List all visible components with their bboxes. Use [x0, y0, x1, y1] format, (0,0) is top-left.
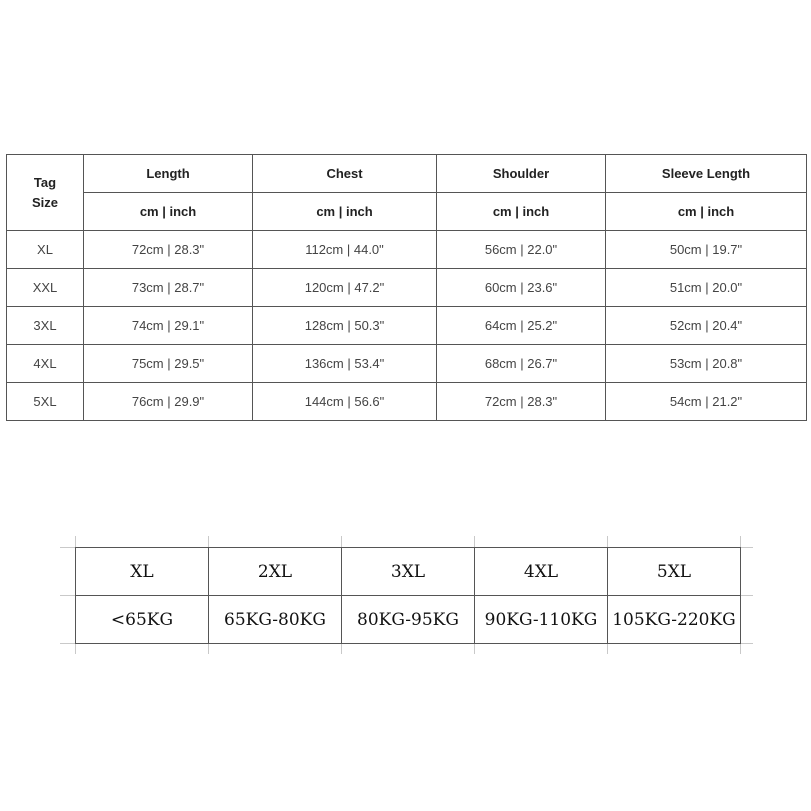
- chest-cell: 136cm | 53.4": [253, 345, 437, 383]
- weight-size-cell: 3XL: [342, 548, 475, 596]
- length-unit-label: cm | inch: [84, 193, 253, 231]
- shoulder-cell: 72cm | 28.3": [437, 383, 606, 421]
- size-cell: 3XL: [7, 307, 84, 345]
- table-row: [7, 231, 807, 269]
- chest-cell: 144cm | 56.6": [253, 383, 437, 421]
- tag-size-header: [7, 155, 84, 231]
- size-cell: 5XL: [7, 383, 84, 421]
- shoulder-cell: 68cm | 26.7": [437, 345, 606, 383]
- length-cell: 72cm | 28.3": [84, 231, 253, 269]
- shoulder-cell: 64cm | 25.2": [437, 307, 606, 345]
- chest-unit-label: cm | inch: [253, 193, 437, 231]
- weight-size-cell: 4XL: [475, 548, 608, 596]
- shoulder-cell: 56cm | 22.0": [437, 231, 606, 269]
- length-cell: 73cm | 28.7": [84, 269, 253, 307]
- weight-range-cell: 105KG-220KG: [608, 596, 741, 644]
- sleeve-cell: 51cm | 20.0": [606, 269, 807, 307]
- size-chart-header-row: [7, 155, 807, 193]
- sleeve-cell: 54cm | 21.2": [606, 383, 807, 421]
- size-cell: 4XL: [7, 345, 84, 383]
- shoulder-unit-label: cm | inch: [437, 193, 606, 231]
- table-row: [7, 307, 807, 345]
- weight-chart-table: [75, 547, 741, 644]
- weight-range-cell: 90KG-110KG: [475, 596, 608, 644]
- weight-size-row: [76, 548, 741, 596]
- size-chart-table: [6, 154, 807, 421]
- size-cell: XL: [7, 231, 84, 269]
- length-cell: 74cm | 29.1": [84, 307, 253, 345]
- sleeve-cell: 52cm | 20.4": [606, 307, 807, 345]
- weight-range-row: [76, 596, 741, 644]
- weight-chart: [60, 536, 753, 654]
- chest-cell: 112cm | 44.0": [253, 231, 437, 269]
- tag-size-header-line2: Size: [31, 194, 58, 210]
- length-cell: 76cm | 29.9": [84, 383, 253, 421]
- unit-row: [7, 193, 807, 231]
- table-row: [7, 345, 807, 383]
- table-row: [7, 269, 807, 307]
- weight-size-cell: 2XL: [209, 548, 342, 596]
- chest-cell: 120cm | 47.2": [253, 269, 437, 307]
- length-header: Length: [84, 155, 253, 193]
- shoulder-cell: 60cm | 23.6": [437, 269, 606, 307]
- chest-header: Chest: [253, 155, 437, 193]
- sleeve-cell: 53cm | 20.8": [606, 345, 807, 383]
- length-cell: 75cm | 29.5": [84, 345, 253, 383]
- sleeve-length-header: Sleeve Length: [606, 155, 807, 193]
- weight-range-cell: 80KG-95KG: [342, 596, 475, 644]
- weight-range-cell: <65KG: [76, 596, 209, 644]
- sleeve-cell: 50cm | 19.7": [606, 231, 807, 269]
- chest-cell: 128cm | 50.3": [253, 307, 437, 345]
- tag-size-header-line1: Tag: [33, 174, 57, 190]
- table-row: [7, 383, 807, 421]
- size-cell: XXL: [7, 269, 84, 307]
- weight-size-cell: 5XL: [608, 548, 741, 596]
- weight-size-cell: XL: [76, 548, 209, 596]
- shoulder-header: Shoulder: [437, 155, 606, 193]
- weight-range-cell: 65KG-80KG: [209, 596, 342, 644]
- sleeve-unit-label: cm | inch: [606, 193, 807, 231]
